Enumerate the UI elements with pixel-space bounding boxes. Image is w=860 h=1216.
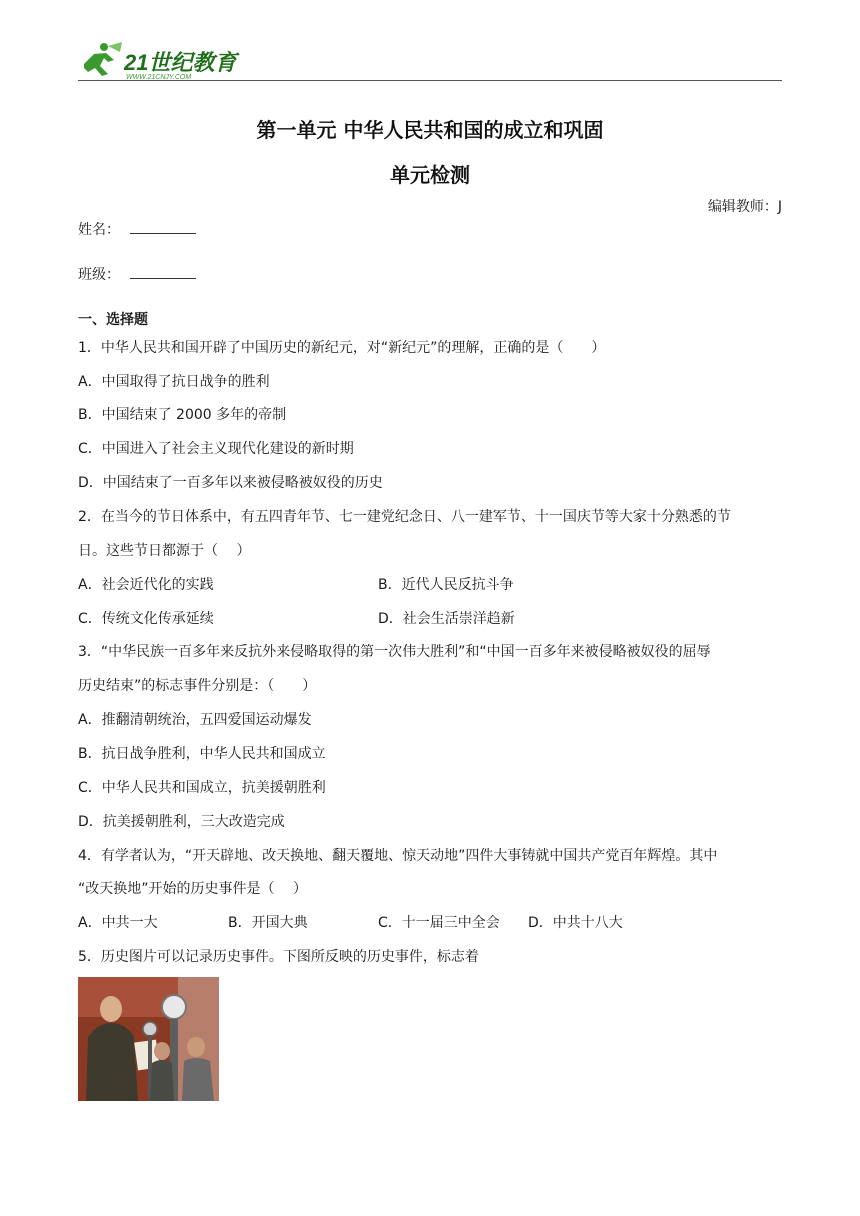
class-blank: [130, 266, 196, 279]
question-4-option-a: A．中共一大: [78, 915, 158, 931]
question-2-stem-line-2: 日。这些节日都源于（ ）: [78, 543, 251, 559]
question-4-option-b: B．开国大典: [228, 915, 308, 931]
logo: [78, 40, 248, 80]
question-2-option-a: A．社会近代化的实践: [78, 577, 214, 593]
document-subtitle: 单元检测: [390, 163, 470, 187]
section-title: 一、选择题: [78, 312, 148, 328]
question-1-option-d: D．中国结束了一百多年以来被侵略被奴役的历史: [78, 475, 383, 491]
historical-photo: [78, 977, 219, 1101]
question-1-option-c: C．中国进入了社会主义现代化建设的新时期: [78, 441, 354, 457]
question-4-option-c: C．十一届三中全会: [378, 915, 500, 931]
page-header: [78, 38, 782, 82]
editor-label: 编辑教师：J: [707, 199, 782, 215]
question-4-option-d: D．中共十八大: [528, 915, 623, 931]
name-field: [78, 219, 196, 239]
question-3-stem-line-1: 3．“中华民族一百多年来反抗外来侵略取得的第一次伟大胜利”和“中国一百多年来被侵略被奴役的屈辱: [78, 644, 711, 660]
name-blank: [130, 221, 196, 234]
question-3-option-b: B．抗日战争胜利，中华人民共和国成立: [78, 746, 326, 762]
document-title: 第一单元 中华人民共和国的成立和巩固: [256, 118, 604, 142]
class-label: 班级：: [78, 267, 120, 283]
question-3-option-a: A．推翻清朝统治，五四爱国运动爆发: [78, 712, 312, 728]
question-1-option-a: A．中国取得了抗日战争的胜利: [78, 374, 270, 390]
logo-text: 21世纪教育: [124, 50, 237, 75]
question-4-stem-line-2: “改天换地”开始的历史事件是（ ）: [78, 881, 307, 897]
class-field: [78, 264, 196, 284]
question-2-stem-line-1: 2．在当今的节日体系中，有五四青年节、七一建党纪念日、八一建军节、十一国庆节等大家十分熟悉的节: [78, 509, 731, 525]
logo-subtext: WWW.21CNJY.COM: [126, 74, 192, 80]
name-label: 姓名：: [78, 222, 120, 238]
question-1-stem: 1．中华人民共和国开辟了中国历史的新纪元，对“新纪元”的理解，正确的是（ ）: [78, 340, 606, 356]
question-3-option-c: C．中华人民共和国成立，抗美援朝胜利: [78, 780, 326, 796]
question-2-option-d: D．社会生活崇洋趋新: [378, 611, 515, 627]
question-3-option-d: D．抗美援朝胜利，三大改造完成: [78, 814, 285, 830]
header-divider: [78, 80, 782, 81]
question-5-stem: 5．历史图片可以记录历史事件。下图所反映的历史事件，标志着: [78, 949, 479, 965]
question-1-option-b: B．中国结束了 2000 多年的帝制: [78, 407, 287, 423]
question-3-stem-line-2: 历史结束”的标志事件分别是：（ ）: [78, 678, 317, 694]
question-4-stem-line-1: 4．有学者认为，“开天辟地、改天换地、翻天覆地、惊天动地”四件大事铸就中国共产党百年辉煌。其中: [78, 848, 718, 864]
question-2-option-c: C．传统文化传承延续: [78, 611, 214, 627]
question-2-option-b: B．近代人民反抗斗争: [378, 577, 514, 593]
